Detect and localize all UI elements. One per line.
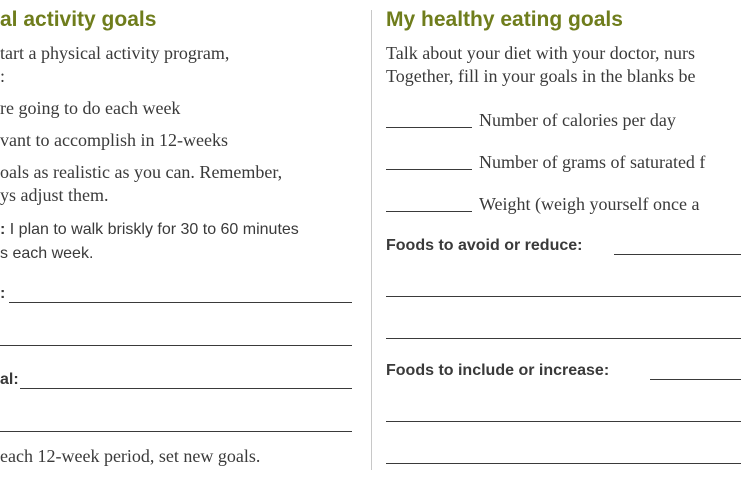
activity-field-2-line[interactable] <box>20 388 352 389</box>
saturated-fat-label: Number of grams of saturated f <box>479 152 706 172</box>
foods-include-label: Foods to include or increase: <box>386 362 610 379</box>
weight-blank[interactable] <box>386 211 472 212</box>
column-divider <box>371 10 372 470</box>
foods-include-line-2[interactable] <box>386 421 741 422</box>
activity-field-2-line-2[interactable] <box>0 431 352 432</box>
activity-list-item-1: re going to do each week <box>0 98 181 118</box>
activity-field-1-label: : <box>0 285 6 302</box>
foods-avoid-line[interactable] <box>614 254 741 255</box>
eating-goals-heading: My healthy eating goals <box>386 8 623 31</box>
eating-intro-line-1: Talk about your diet with your doctor, nurs <box>386 43 695 63</box>
calories-label: Number of calories per day <box>479 110 676 130</box>
foods-avoid-line-3[interactable] <box>386 338 741 339</box>
activity-field-2-label: al: <box>0 371 19 388</box>
activity-example-line-2: s each week. <box>0 245 94 262</box>
foods-avoid-line-2[interactable] <box>386 296 741 297</box>
activity-example-line-1 <box>0 221 299 239</box>
weight-label: Weight (weigh yourself once a <box>479 194 700 214</box>
foods-include-line-3[interactable] <box>386 463 741 464</box>
activity-list-item-3-line-1: oals as realistic as you can. Remember, <box>0 162 283 182</box>
activity-field-1-line-2[interactable] <box>0 345 352 346</box>
foods-include-line[interactable] <box>650 379 741 380</box>
activity-intro-line-1: tart a physical activity program, <box>0 43 230 63</box>
activity-list-item-2: vant to accomplish in 12-weeks <box>0 130 228 150</box>
saturated-fat-blank[interactable] <box>386 169 472 170</box>
example-label: : <box>0 221 6 238</box>
example-text: I plan to walk briskly for 30 to 60 minutes <box>5 221 299 238</box>
activity-field-1-line[interactable] <box>9 302 352 303</box>
activity-footer-note: each 12-week period, set new goals. <box>0 446 261 466</box>
activity-list-item-3-line-2: ys adjust them. <box>0 185 109 205</box>
eating-intro-line-2: Together, fill in your goals in the blanks be <box>386 66 696 86</box>
activity-goals-heading: al activity goals <box>0 8 157 31</box>
foods-avoid-label: Foods to avoid or reduce: <box>386 237 583 254</box>
activity-intro-line-2: : <box>0 66 6 86</box>
calories-blank[interactable] <box>386 127 472 128</box>
